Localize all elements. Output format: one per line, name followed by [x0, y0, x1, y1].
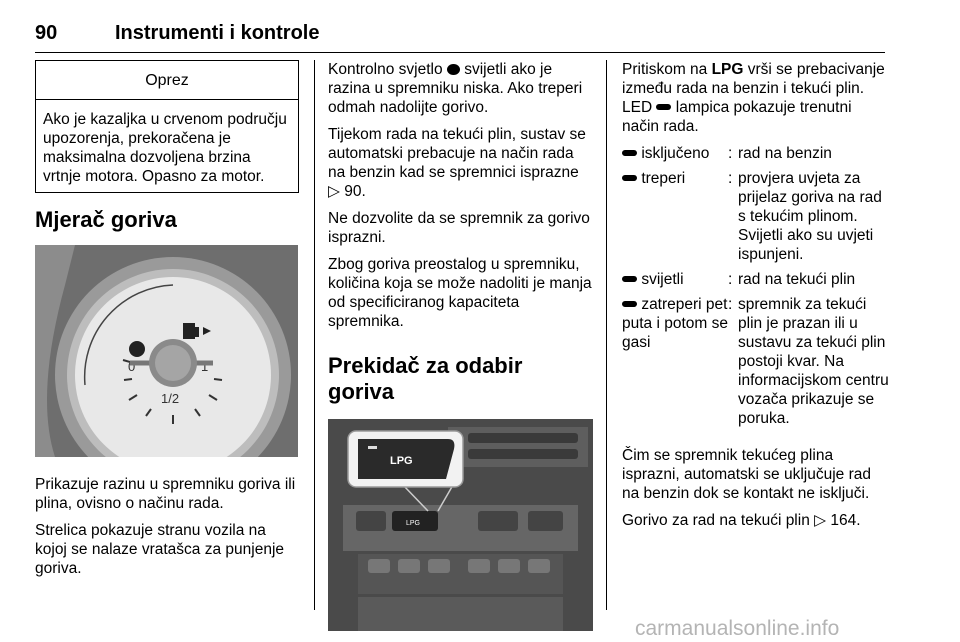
fuel-selector-heading: Prekidač za odabir goriva	[328, 353, 523, 404]
column-2	[328, 60, 593, 631]
page-ref-arrow-icon: ▷	[814, 512, 827, 529]
led-state: treperi	[622, 169, 728, 270]
column-3	[622, 60, 890, 538]
lpg-led	[368, 446, 377, 449]
led-state-description: provjera uvjeta za prijelaz goriva na rad s tekućim plinom. Svijetli ako su uvjeti ispunjeni.	[738, 170, 882, 263]
led-states-table	[622, 144, 890, 434]
separator: :	[728, 296, 733, 313]
gauge-label-full: 1	[201, 359, 209, 374]
led-state-description: rad na benzin	[738, 145, 832, 162]
led-state-row	[622, 270, 890, 295]
led-state: zatreperi pet puta i potom se gasi	[622, 296, 728, 351]
led-dash-icon	[656, 104, 671, 110]
fuel-selector-figure	[328, 419, 593, 631]
gauge-label-half: 1/2	[161, 391, 180, 406]
chapter-title: Instrumenti i kontrole	[115, 22, 320, 44]
caution-box	[35, 60, 299, 193]
auto-switch-paragraph: Tijekom rada na tekući plin, sustav se automatski prebacuje na način rada na benzin kad se spremnici isprazne ▷ 90.	[328, 126, 586, 200]
separator: :	[728, 271, 733, 288]
capacity-paragraph: Zbog goriva preostalog u spremniku, količina koja se može nadoliti je manja od specificiranog kapaciteta spremnika.	[328, 256, 592, 330]
page-header	[35, 22, 885, 53]
page-ref-arrow-icon: ▷	[328, 183, 340, 200]
led-state-row	[622, 295, 890, 434]
led-dash-icon	[622, 150, 637, 156]
lpg-fuel-reference: Gorivo za rad na tekući plin ▷ 164.	[622, 512, 861, 529]
fuel-gauge-figure	[35, 245, 298, 457]
led-state-row	[622, 169, 890, 270]
separator: :	[728, 170, 733, 187]
fuel-gauge-heading: Mjerač goriva	[35, 207, 177, 232]
led-dash-icon	[622, 276, 637, 282]
led-state-description: rad na tekući plin	[738, 271, 856, 288]
led-state: svijetli	[622, 270, 728, 295]
led-dash-icon	[622, 175, 637, 181]
column-divider-2	[606, 60, 607, 610]
page-number: 90	[35, 22, 58, 44]
gauge-paragraph-1: Prikazuje razinu u spremniku goriva ili plina, ovisno o načinu rada.	[35, 476, 296, 512]
lpg-small-label: LPG	[406, 520, 421, 527]
led-state-row	[622, 144, 890, 169]
reserve-lamp-icon	[129, 341, 145, 357]
lpg-switch-paragraph: Pritiskom na LPG vrši se prebacivanje između rada na benzin i tekući plin. LED lampica pokazuje trenutni način rada.	[622, 61, 885, 135]
gauge-paragraph-2: Strelica pokazuje stranu vozila na kojoj se nalaze vratašca za punjenje goriva.	[35, 522, 285, 577]
lpg-button-label: LPG	[390, 455, 413, 467]
caution-title: Oprez	[36, 61, 298, 100]
gauge-label-zero: 0	[128, 359, 136, 374]
separator: :	[728, 145, 733, 162]
column-1	[35, 60, 300, 586]
caution-text: Ako je kazaljka u crvenom području upozorenja, prekoračena je maksimalna dozvoljena brzina vrtnje motora. Opasno za motor.	[43, 111, 287, 185]
empty-tank-paragraph: Ne dozvolite da se spremnik za gorivo isprazni.	[328, 210, 590, 246]
fuel-reserve-dot-icon	[447, 64, 460, 75]
led-dash-icon	[622, 301, 637, 307]
column-divider-1	[314, 60, 315, 610]
led-state-description: spremnik za tekući plin je prazan ili u sustavu za tekući plin postoji kvar. Na informacijskom centru vozača prikazuje se poruka.	[738, 296, 889, 427]
led-state: isključeno	[622, 144, 728, 169]
empty-gas-paragraph: Čim se spremnik tekućeg plina isprazni, automatski se uključuje rad na benzin dok se kontakt ne isključi.	[622, 447, 871, 502]
watermark: carmanualsonline.info	[635, 617, 840, 640]
reserve-lamp-paragraph: Kontrolno svjetlo svijetli ako je razina u spremniku niska. Ako treperi odmah nadolijte gorivo.	[328, 61, 583, 116]
